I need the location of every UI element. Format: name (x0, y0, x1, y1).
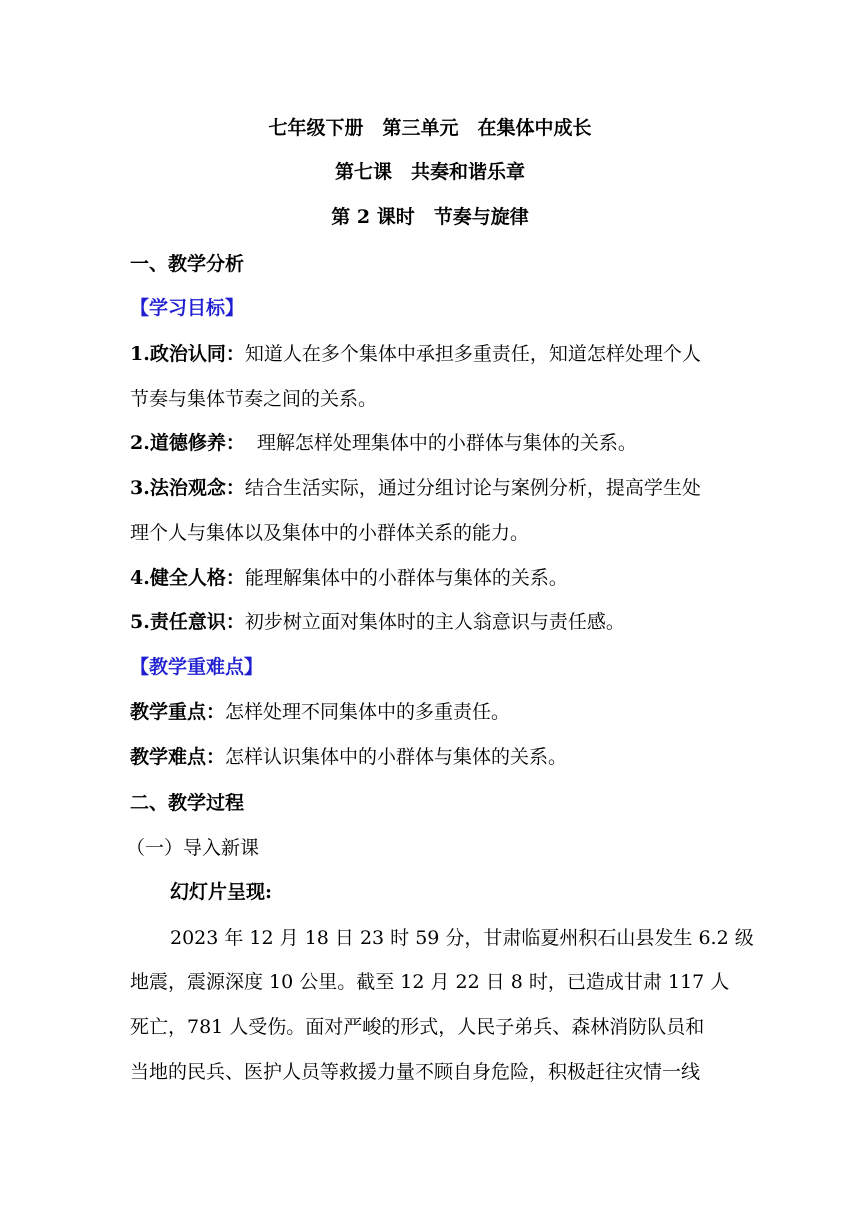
slide-label: 幻灯片呈现: (170, 881, 273, 903)
key-point-label: 教学重点： (130, 701, 226, 723)
goal-text: 结合生活实际，通过分组讨论与案例分析，提高学生处 (244, 477, 701, 499)
goal-label: 1.政治认同： (130, 343, 245, 365)
goal-item-2 (130, 431, 740, 455)
goal-text: 知道人在多个集体中承担多重责任，知道怎样处理个人 (244, 343, 701, 365)
key-point-text: 怎样处理不同集体中的多重责任。 (225, 701, 511, 723)
page-title-lesson: 第七课 共奏和谐乐章 (334, 161, 525, 183)
goal-label: 5.责任意识： (130, 611, 245, 633)
goal-item-5 (130, 610, 740, 634)
goal-item-4 (130, 566, 740, 590)
difficult-point-label: 教学难点： (130, 746, 226, 768)
goal-label: 3.法治观念： (130, 477, 245, 499)
subsection-intro: （一）导入新课 (126, 837, 260, 859)
goal-item-1-continued: 节奏与集体节奏之间的关系。 (130, 388, 378, 410)
goal-item-1 (130, 342, 740, 366)
goal-item-3 (130, 476, 740, 500)
paragraph-line-1: 2023 年 12 月 18 日 23 时 59 分，甘肃临夏州积石山县发生 6.2 级 (170, 927, 754, 949)
goal-label: 2.道德修养： (130, 432, 245, 454)
key-point (130, 700, 740, 724)
section-heading-analysis: 一、教学分析 (130, 253, 245, 275)
goal-text: 初步树立面对集体时的主人翁意识与责任感。 (244, 611, 625, 633)
key-difficult-label: 【教学重难点】 (130, 656, 264, 678)
difficult-point-text: 怎样认识集体中的小群体与集体的关系。 (225, 746, 568, 768)
page-title-unit: 七年级下册 第三单元 在集体中成长 (268, 117, 592, 139)
paragraph-line-4: 当地的民兵、医护人员等救援力量不顾自身危险，积极赶往灾情一线 (130, 1061, 701, 1083)
section-heading-process: 二、教学过程 (130, 792, 245, 814)
goal-label: 4.健全人格： (130, 567, 245, 589)
goal-text: 能理解集体中的小群体与集体的关系。 (244, 567, 568, 589)
paragraph-line-3: 死亡，781 人受伤。面对严峻的形式，人民子弟兵、森林消防队员和 (130, 1016, 705, 1038)
page-title-period: 第 2 课时 节奏与旋律 (331, 206, 529, 228)
goals-label: 【学习目标】 (130, 297, 245, 319)
goal-item-3-continued: 理个人与集体以及集体中的小群体关系的能力。 (130, 522, 530, 544)
paragraph-line-2: 地震，震源深度 10 公里。截至 12 月 22 日 8 时，已造成甘肃 117 人 (130, 971, 730, 993)
goal-text: 理解怎样处理集体中的小群体与集体的关系。 (244, 432, 637, 454)
difficult-point (130, 745, 740, 769)
